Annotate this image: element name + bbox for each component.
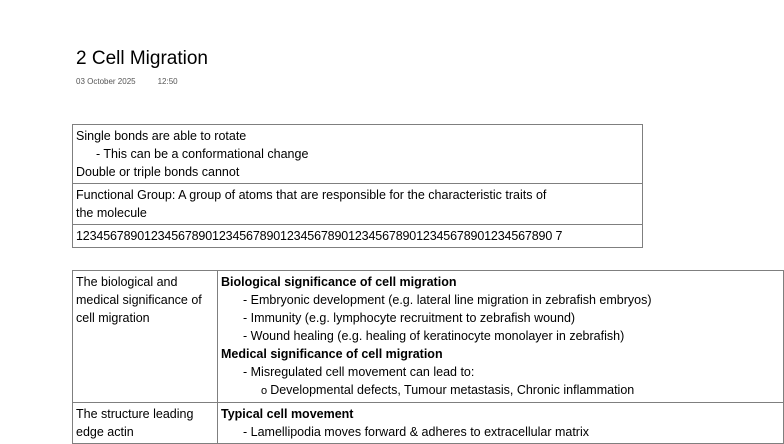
row-label: The structure leading edge actin — [76, 407, 194, 439]
list-item: - Embryonic development (e.g. lateral line migration in zebrafish embryos) — [243, 293, 652, 307]
table-row — [73, 184, 643, 225]
text-line: Double or triple bonds cannot — [76, 165, 240, 179]
section-heading: Medical significance of cell migration — [221, 347, 443, 361]
table-cell[interactable] — [73, 225, 643, 248]
text-line: the molecule — [76, 206, 147, 220]
table-row — [73, 125, 643, 184]
table-row — [73, 271, 784, 403]
page-time: 12:50 — [157, 77, 178, 86]
list-item: - Misregulated cell movement can lead to: — [243, 365, 475, 379]
text-line: - This can be a conformational change — [96, 147, 309, 161]
text-line: 1234567890123456789012345678901234567890123456789012345678901234567890 7 — [76, 229, 563, 243]
table-row — [73, 225, 643, 248]
notes-table-bonds — [72, 124, 643, 248]
table-cell[interactable] — [218, 403, 784, 444]
row-label: The biological and medical significance of cell migration — [76, 275, 202, 325]
page-date: 03 October 2025 — [76, 77, 136, 86]
row-label-cell[interactable] — [73, 403, 218, 444]
text-line: Functional Group: A group of atoms that are responsible for the characteristic traits of — [76, 188, 547, 202]
table-row — [73, 403, 784, 444]
row-label-cell[interactable] — [73, 271, 218, 403]
table-cell[interactable] — [73, 125, 643, 184]
list-item: - Immunity (e.g. lymphocyte recruitment to zebrafish wound) — [243, 311, 576, 325]
list-item: - Lamellipodia moves forward & adheres to extracellular matrix — [243, 425, 589, 439]
section-heading: Typical cell movement — [221, 407, 354, 421]
table-cell[interactable] — [73, 184, 643, 225]
list-item: - Wound healing (e.g. healing of keratinocyte monolayer in zebrafish) — [243, 329, 625, 343]
text-line: Single bonds are able to rotate — [76, 129, 247, 143]
notes-table-migration — [72, 270, 784, 444]
section-heading: Biological significance of cell migration — [221, 275, 457, 289]
sub-list-item: o Developmental defects, Tumour metastasis, Chronic inflammation — [221, 381, 780, 400]
page-metadata — [76, 77, 178, 86]
page-title: 2 Cell Migration — [76, 48, 208, 69]
table-cell[interactable] — [218, 271, 784, 403]
